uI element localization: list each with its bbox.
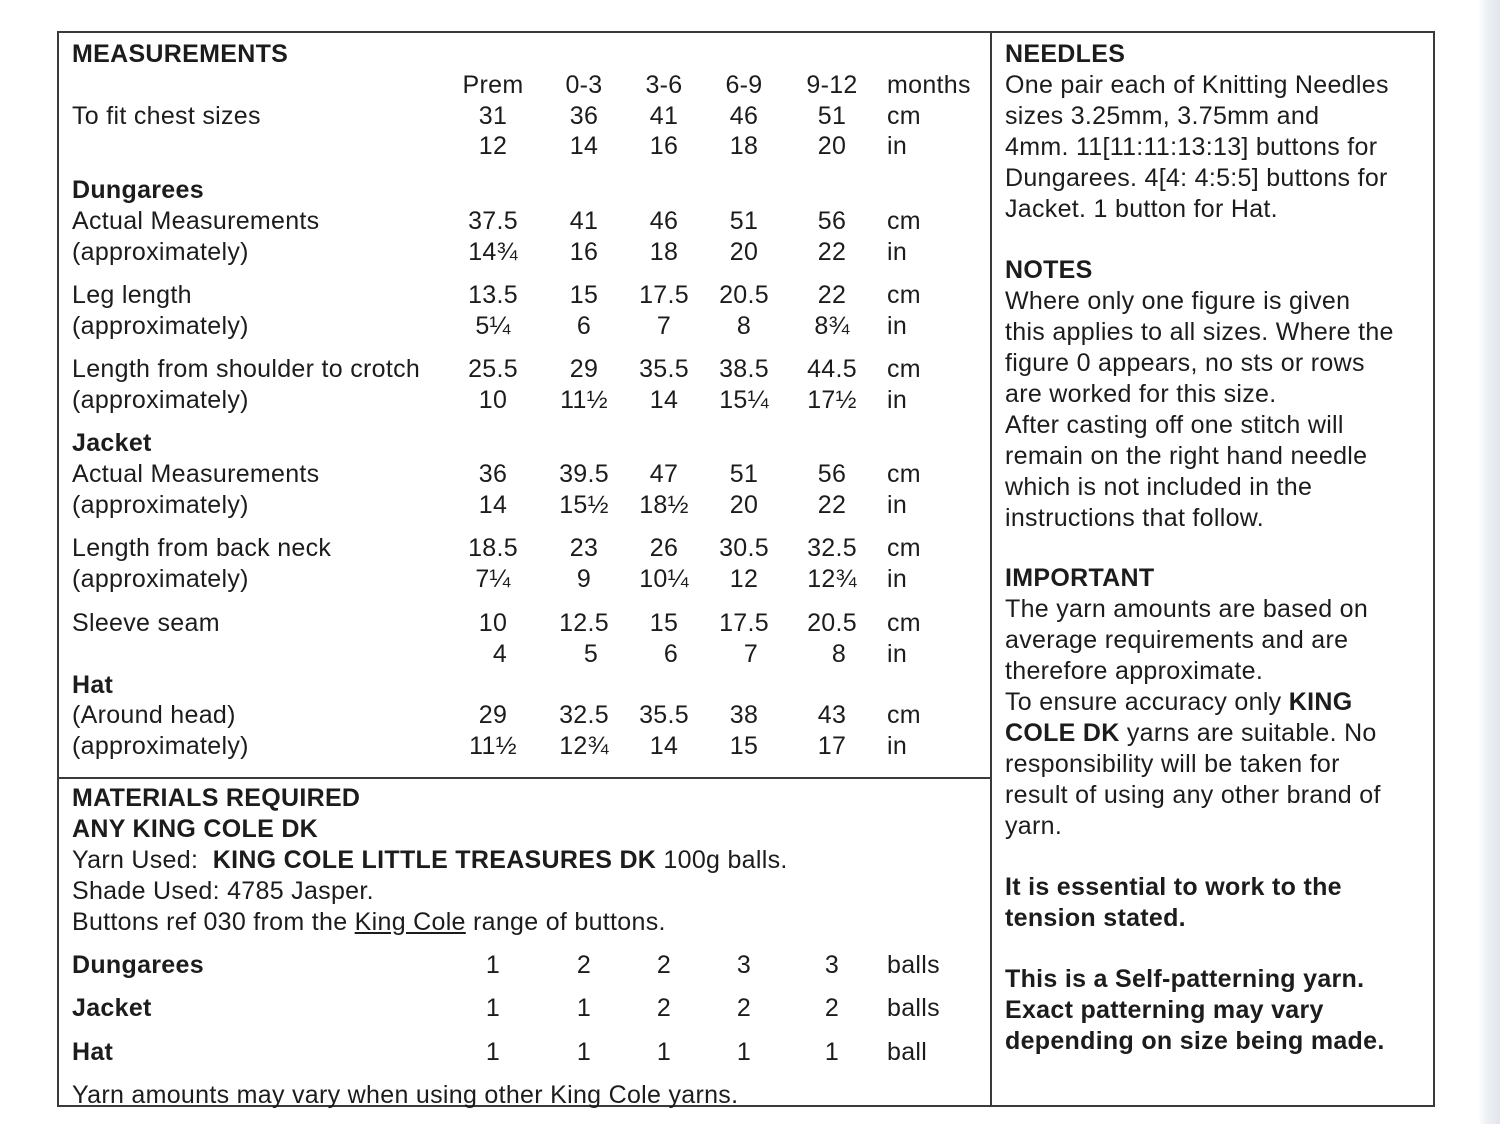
buttons-suffix: range of buttons. (473, 908, 666, 936)
materials-row-value: 2 (656, 994, 672, 1022)
tension-note (1005, 872, 1435, 934)
unit-in: in (887, 732, 908, 760)
chest-in-value: 20 (817, 132, 847, 160)
yarn-used-suffix: 100g balls. (663, 846, 788, 874)
jacket-actual-cm: 39.5 (559, 460, 609, 488)
materials-row-value: 3 (824, 951, 840, 979)
back-neck-cm: 30.5 (719, 534, 769, 562)
jacket-actual-cm: 56 (817, 460, 847, 488)
dungarees-actual-cm: 46 (649, 207, 679, 235)
notes-line: figure 0 appears, no sts or rows (1005, 349, 1365, 377)
sleeve-cm: 15 (649, 609, 679, 637)
dungarees-actual-label: Actual Measurements (72, 207, 320, 235)
unit-in: in (887, 491, 908, 519)
materials-row-unit: ball (887, 1038, 928, 1066)
dungarees-actual-in: 20 (729, 238, 759, 266)
leg-cm: 20.5 (719, 281, 769, 309)
chest-cm-value: 36 (569, 102, 599, 130)
notes-heading: NOTES (1005, 256, 1093, 284)
materials-row-value: 2 (824, 994, 840, 1022)
dungarees-actual-cm: 37.5 (468, 207, 518, 235)
shoulder-cm: 35.5 (639, 355, 689, 383)
materials-row-value: 2 (576, 951, 592, 979)
back-neck-in: 12 (729, 565, 759, 593)
section-divider (57, 777, 992, 779)
hat-cm: 29 (478, 701, 508, 729)
notes-line: this applies to all sizes. Where the (1005, 318, 1394, 346)
size-header: 3-6 (645, 71, 683, 99)
leg-length-label: Leg length (72, 281, 192, 309)
jacket-actual-label: Actual Measurements (72, 460, 320, 488)
materials-row-value: 2 (736, 994, 752, 1022)
yarn-amounts-footer: Yarn amounts may vary when using other King Cole yarns. (72, 1081, 739, 1109)
jacket-heading: Jacket (72, 429, 152, 457)
hat-in: 12¾ (559, 732, 609, 760)
dungarees-heading: Dungarees (72, 176, 204, 204)
unit-cm: cm (887, 534, 921, 562)
sleeve-cm: 20.5 (807, 609, 857, 637)
chest-in-value: 16 (649, 132, 679, 160)
hat-cm: 35.5 (639, 701, 689, 729)
shoulder-in: 10 (478, 386, 508, 414)
needles-line: Jacket. 1 button for Hat. (1005, 195, 1278, 223)
hat-cm: 38 (729, 701, 759, 729)
back-neck-in: 9 (576, 565, 592, 593)
materials-row-unit: balls (887, 994, 940, 1022)
materials-row-value: 1 (824, 1038, 840, 1066)
materials-row-value: 1 (485, 951, 501, 979)
page-edge-shadow (1478, 0, 1500, 1124)
jacket-actual-in: 18½ (639, 491, 689, 519)
leg-in: 8¾ (814, 312, 850, 340)
important-heading: IMPORTANT (1005, 564, 1155, 592)
back-neck-in: 10¼ (639, 565, 689, 593)
important-section (1005, 563, 1435, 842)
shade-used-line: Shade Used: 4785 Jasper. (72, 877, 374, 905)
sleeve-in: 6 (663, 640, 679, 668)
shoulder-in: 11½ (560, 386, 608, 414)
materials-row-value: 3 (736, 951, 752, 979)
unit-cm: cm (887, 281, 921, 309)
size-header: 6-9 (725, 71, 763, 99)
jacket-actual-cm: 51 (729, 460, 759, 488)
hat-in: 17 (817, 732, 847, 760)
leg-cm: 17.5 (639, 281, 689, 309)
materials-row-label: Dungarees (72, 951, 204, 979)
dungarees-actual-cm: 56 (817, 207, 847, 235)
unit-cm: cm (887, 460, 921, 488)
dungarees-actual-in: 14¾ (468, 238, 518, 266)
size-header: 9-12 (806, 71, 858, 99)
approx-label: (approximately) (72, 565, 249, 593)
leg-in: 5¼ (475, 312, 511, 340)
unit-in: in (887, 565, 908, 593)
back-neck-in: 12¾ (807, 565, 857, 593)
important-line: yarn. (1005, 812, 1063, 840)
back-neck-in: 7¼ (475, 565, 511, 593)
sleeve-cm: 12.5 (559, 609, 609, 637)
buttons-line (72, 907, 666, 938)
dungarees-actual-cm: 41 (569, 207, 599, 235)
jacket-actual-cm: 47 (649, 460, 679, 488)
king-cole-link[interactable]: King Cole (354, 908, 466, 936)
materials-row-value: 1 (576, 1038, 592, 1066)
important-line: responsibility will be taken for (1005, 750, 1340, 778)
jacket-actual-in: 15½ (559, 491, 609, 519)
materials-row-value: 1 (736, 1038, 752, 1066)
leg-cm: 15 (569, 281, 599, 309)
dungarees-actual-in: 18 (649, 238, 679, 266)
unit-cm: cm (887, 609, 921, 637)
approx-label: (approximately) (72, 732, 249, 760)
hat-in: 15 (729, 732, 759, 760)
materials-subheading: ANY KING COLE DK (72, 815, 319, 843)
jacket-actual-in: 22 (817, 491, 847, 519)
self-patterning-line: Exact patterning may vary (1005, 996, 1324, 1024)
materials-row-unit: balls (887, 951, 940, 979)
column-divider (990, 31, 992, 1107)
yarn-used-prefix: Yarn Used: (72, 846, 199, 874)
yarn-name: KING COLE LITTLE TREASURES DK (212, 846, 657, 874)
size-header: 0-3 (565, 71, 603, 99)
notes-line: After casting off one stitch will (1005, 411, 1344, 439)
chest-cm-value: 31 (478, 102, 508, 130)
around-head-label: (Around head) (72, 701, 236, 729)
unit-in: in (887, 386, 908, 414)
important-line: therefore approximate. (1005, 657, 1264, 685)
self-patterning-note (1005, 964, 1435, 1057)
sleeve-cm: 17.5 (719, 609, 769, 637)
notes-section (1005, 255, 1435, 534)
needles-heading: NEEDLES (1005, 40, 1126, 68)
sleeve-in: 4 (492, 640, 508, 668)
back-neck-cm: 32.5 (807, 534, 857, 562)
sleeve-in: 5 (583, 640, 599, 668)
size-header: Prem (462, 71, 524, 99)
chest-in-value: 14 (569, 132, 599, 160)
approx-label: (approximately) (72, 491, 249, 519)
important-line: result of using any other brand of (1005, 781, 1381, 809)
hat-in: 11½ (469, 732, 517, 760)
chest-in-value: 12 (478, 132, 508, 160)
back-neck-cm: 23 (569, 534, 599, 562)
materials-row-value: 1 (485, 994, 501, 1022)
materials-heading: MATERIALS REQUIRED (72, 784, 361, 812)
leg-in: 8 (736, 312, 752, 340)
ensure-mid: yarns are suitable. No (1126, 719, 1377, 747)
approx-label: (approximately) (72, 386, 249, 414)
self-patterning-line: depending on size being made. (1005, 1027, 1385, 1055)
self-patterning-line: This is a Self-patterning yarn. (1005, 965, 1365, 993)
leg-in: 7 (656, 312, 672, 340)
back-neck-cm: 26 (649, 534, 679, 562)
unit-cm: cm (887, 102, 921, 130)
jacket-actual-cm: 36 (478, 460, 508, 488)
leg-in: 6 (576, 312, 592, 340)
chest-cm-value: 41 (649, 102, 679, 130)
jacket-actual-in: 20 (729, 491, 759, 519)
materials-row-label: Jacket (72, 994, 152, 1022)
notes-line: Where only one figure is given (1005, 287, 1351, 315)
tension-line: It is essential to work to the (1005, 873, 1342, 901)
notes-line: remain on the right hand needle (1005, 442, 1368, 470)
needles-line: One pair each of Knitting Needles (1005, 71, 1389, 99)
ensure-brand: KING (1288, 688, 1353, 716)
tension-line: tension stated. (1005, 904, 1186, 932)
hat-in: 14 (649, 732, 679, 760)
approx-label: (approximately) (72, 238, 249, 266)
shoulder-in: 17½ (807, 386, 857, 414)
notes-line: instructions that follow. (1005, 504, 1265, 532)
sleeve-cm: 10 (478, 609, 508, 637)
leg-cm: 13.5 (468, 281, 518, 309)
needles-section (1005, 39, 1435, 225)
back-neck-label: Length from back neck (72, 534, 332, 562)
hat-cm: 43 (817, 701, 847, 729)
notes-line: are worked for this size. (1005, 380, 1277, 408)
materials-row-label: Hat (72, 1038, 114, 1066)
dungarees-actual-in: 16 (569, 238, 599, 266)
shoulder-in: 14 (649, 386, 679, 414)
sleeve-in: 7 (743, 640, 759, 668)
yarn-used-line (72, 845, 788, 876)
approx-label: (approximately) (72, 312, 249, 340)
sleeve-in: 8 (831, 640, 847, 668)
unit-in: in (887, 312, 908, 340)
chest-in-value: 18 (729, 132, 759, 160)
sleeve-seam-label: Sleeve seam (72, 609, 220, 637)
materials-row-value: 1 (656, 1038, 672, 1066)
important-line: average requirements and are (1005, 626, 1349, 654)
unit-in: in (887, 238, 908, 266)
buttons-prefix: Buttons ref 030 from the (72, 908, 348, 936)
hat-heading: Hat (72, 671, 114, 699)
shoulder-cm: 38.5 (719, 355, 769, 383)
leg-cm: 22 (817, 281, 847, 309)
materials-row-value: 1 (485, 1038, 501, 1066)
needles-line: Dungarees. 4[4: 4:5:5] buttons for (1005, 164, 1388, 192)
shoulder-cm: 29 (569, 355, 599, 383)
ensure-line-2 (1005, 718, 1435, 749)
chest-label: To fit chest sizes (72, 102, 261, 130)
ensure-prefix: To ensure accuracy only (1005, 688, 1282, 716)
shoulder-in: 15¼ (719, 386, 769, 414)
important-line: The yarn amounts are based on (1005, 595, 1369, 623)
back-neck-cm: 18.5 (468, 534, 518, 562)
size-unit: months (887, 71, 971, 99)
materials-row-value: 1 (576, 994, 592, 1022)
unit-cm: cm (887, 355, 921, 383)
shoulder-crotch-label: Length from shoulder to crotch (72, 355, 421, 383)
jacket-actual-in: 14 (478, 491, 508, 519)
notes-line: which is not included in the (1005, 473, 1313, 501)
unit-in: in (887, 132, 908, 160)
unit-cm: cm (887, 701, 921, 729)
chest-cm-value: 46 (729, 102, 759, 130)
measurements-heading: MEASUREMENTS (72, 40, 289, 68)
needles-line: 4mm. 11[11:11:13:13] buttons for (1005, 133, 1378, 161)
dungarees-actual-cm: 51 (729, 207, 759, 235)
ensure-brand-2: COLE DK (1005, 719, 1120, 747)
materials-row-value: 2 (656, 951, 672, 979)
hat-cm: 32.5 (559, 701, 609, 729)
shoulder-cm: 25.5 (468, 355, 518, 383)
chest-cm-value: 51 (817, 102, 847, 130)
dungarees-actual-in: 22 (817, 238, 847, 266)
needles-line: sizes 3.25mm, 3.75mm and (1005, 102, 1320, 130)
unit-cm: cm (887, 207, 921, 235)
ensure-line (1005, 687, 1435, 718)
shoulder-cm: 44.5 (807, 355, 857, 383)
unit-in: in (887, 640, 908, 668)
